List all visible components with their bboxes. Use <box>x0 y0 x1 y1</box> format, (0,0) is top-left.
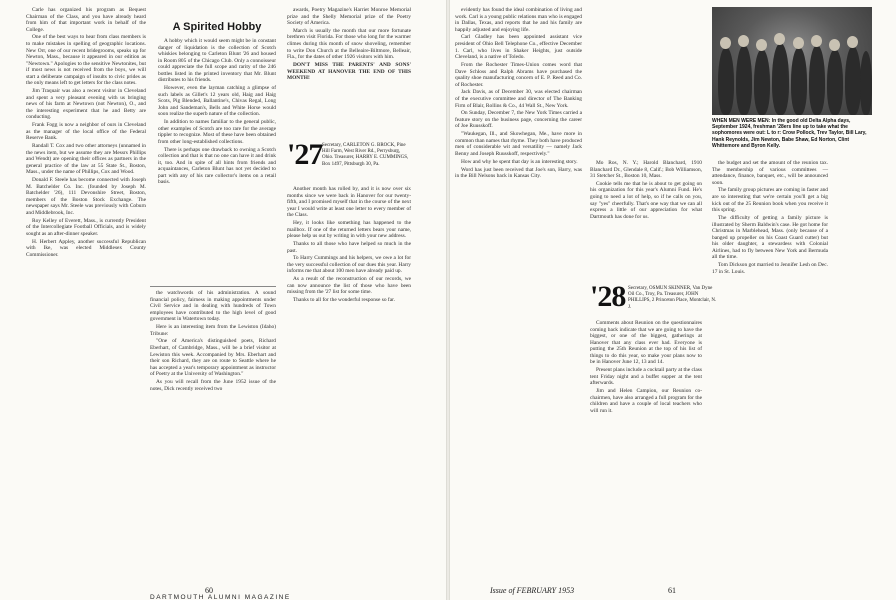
paragraph: Donald F. Steele has become connected with Joseph M. Batchelder Co. Inc. (founded by Joseph M. Batchelder '26), 111 Devonshire Street, Boston, members of the Boston Stock Exchange. The newspaper says Mr. Steele was previously with Coburn and Middlebrook, Inc. <box>26 177 146 216</box>
paragraph: Frank Fogg is now a neighbor of ours in Cleveland as the manager of the local office of the Federal Reserve Bank. <box>26 122 146 142</box>
magazine-name: DARTMOUTH ALUMNI MAGAZINE <box>150 594 291 601</box>
paragraph: Jim Traquair was also a recent visitor in Cleveland and spent a very pleasant evening with us bringing news of his farm at Newtown (not Newton), O., and the interesting experiment that he and Betty are conducting. <box>26 88 146 121</box>
paragraph: March is usually the month that our more fortunate brethren visit Florida. For those who long for the warmer climes during this month of snow shoveling, remember to write Don Church at the Belleaire-Biltmore, Belleair, Fla., for the dates of other 1926 visitors with him. <box>287 27 411 61</box>
left-column-1 <box>26 7 146 260</box>
paragraph: Cookie tells me that he is about to get going on his organization for this year's Alumni Fund. He's going to need a lot of help, so if he calls on you, say "yes" cheerfully. That's one way that we can all express a little of our appreciation for what Dartmouth has done for us. <box>590 180 702 220</box>
right-column-1 <box>455 7 582 181</box>
paragraph: Present plans include a cocktail party at the class tent Friday night and a buffet supper at the tent afterwards. <box>590 367 702 387</box>
paragraph: Thanks to all for the wonderful response so far. <box>293 297 395 304</box>
paragraph: Tom Dickson got married to Jennifer Lesh on Dec. 17 in St. Louis. <box>712 262 828 275</box>
paragraph: Here is an interesting item from the Lewiston (Idaho) Tribune: <box>150 324 276 337</box>
paragraph: the watchwords of his administration. A sound financial policy, fairness in making appointments under Civil Service and in dealing with hundreds of Town employees have contributed to the high level of good government in Watertown today. <box>150 290 276 323</box>
class-28-secretary: Secretary, OSMUN SKINNER, Van Dyne Oil Co., Troy, Pa. Treasurer, JOHN PHILLIPS, 2 Princeton Place, Montclair, N. J. <box>628 286 717 310</box>
paragraph: From the Rochester Times-Union comes word that Dave Schloss and Ralph Abrams have purchased the quality shoe manufacturing concern of E. P. Reed and Co. of Rochester. <box>455 61 582 88</box>
paragraph: Jim and Helen Campion, our Reunion co-chairmen, have also arranged a full program for the children and have a couple of local teachers who will run it. <box>590 388 702 414</box>
paragraph: H. Herbert Appley, another successful Republican with Ike, was elected Middlesex County Commissioner. <box>26 238 146 258</box>
article-title: A Spirited Hobby <box>172 21 262 33</box>
class-year-27: '27 <box>287 138 323 171</box>
page-number-right: 61 <box>668 586 676 595</box>
paragraph: However, even the layman catching a glimpse of such labels as Gillet's 12 years old, Haig and Haig Scots, Pig Blended, Ballantine's, Chivas Regal, Long John and Sandeman's, Bells and White Horse would soon realize the superb nature of the collection. <box>158 85 276 118</box>
left-column-3b <box>287 186 411 305</box>
paragraph: A hobby which it would seem might be in constant danger of liquidation is the collection of Scotch whiskies belonging to Carleton Blunt '26 and housed in Room 805 of the Chicago Club. Only a connoisseur could appreciate the full scope and rarity of the 246 bottles listed in the printed inventory that Mr. Blunt distributes to his friends. <box>158 38 276 84</box>
paragraph: "One of America's distinguished poets, Richard Eberhart, of Cambridge, Mass., will be a brief visitor at Lewiston this week. Accompanied by Mrs. Eberhart and their son Richard, they are on route to Seattle where he has accepted a year's temporary appointment as instructor of Poetry at the University of Washington." <box>150 338 276 378</box>
paragraph: How and why he spent that day is an interesting story. <box>461 158 578 165</box>
paragraph: To Harry Cummings and his helpers, we owe a lot for the very successful collection of our dues this year. Harry informs me that about 100 men have already paid up. <box>287 255 411 275</box>
paragraph: Carl Gladley has been appointed assistant vice president of Ohio Bell Telephone Co., effective December 1. Carl, who lives in Shaker Heights, just outside Cleveland, is a native of Toledo. <box>455 34 582 61</box>
class-27-secretary: Secretary, CARLETON G. BROCK, Pine Hill Farm, West River Rd., Perrysburg, Ohio. Treasurer, HARRY E. CUMMINGS, Box 1497, Pittsburgh 30, Pa. <box>322 143 409 167</box>
paragraph: Randall T. Cox and two other attorneys (unnamed in the news item, but we assume they are Messrs Phillips and Wendt) are opening their offices as partners in the general practice of the law at 55 State St., Boston, Mass., under the name of Phillips, Cox and Wood. <box>26 143 146 176</box>
paragraph: "Waukegan, Ill., and Skowhegan, Me., have more in common than names that rhyme. They both have produced men of considerable wit and versatility — namely Jack Benny and Joseph Ruusskoff, respectively." <box>455 131 582 157</box>
photo-caption: WHEN MEN WERE MEN: In the good old Delta Alpha days, September 1924, freshman '28ers line up to take what the sophomores were out: L to r: Crow Pollock, Trev Taylor, Bill Lary, Hank Reynolds, Jim Newton, Babe Shaw, Ed Norton, Clint Whittemore and Byron Kelly. <box>712 118 867 149</box>
left-column-3 <box>287 7 411 83</box>
right-column-3 <box>712 160 828 276</box>
paragraph: evidently has found the ideal combination of living and work. Carl is a young public relations man who is engaged in Dallas, Texas, and reports that he and his family are happily adjusted and enjoying life. <box>455 7 582 33</box>
paragraph: One of the best ways to hear from class members is to make mistakes in spelling of geographic locations. New Orr, one of our recent bridegrooms, speaks up for Newton, Mass., because it appeared in our edition as "Newtown." Apologies to the sensitive Newtonites, but if most news is not received from the boys, we will start a deliberate campaign of insults to civic prides as the only means left to get letters for the class notes. <box>26 34 146 87</box>
paragraph: Roy Kelley of Everett, Mass., is currently President of the Intercollegiate Football Officials, and is widely sought as an after-dinner speaker. <box>26 217 146 237</box>
page-gutter <box>446 0 450 600</box>
page-number-left: 60 <box>205 586 213 595</box>
paragraph: Carle has organized his program as Bequest Chairman of the Class, and you have already heard from him of that important work in behalf of the College. <box>26 7 146 33</box>
paragraph: Another month has rolled by, and it is now over six months since we were back in Hanover for our twenty-fifth, and I promised myself that in the course of the next year I would write at least one letter to every member of the Class. <box>287 186 411 219</box>
class-photo <box>712 7 872 115</box>
paragraph: Jack Davis, as of December 30, was elected chairman of the executive committee and director of The Banking Firm of Blair, Rollins & Co., 44 Wall St., New York. <box>455 89 582 109</box>
paragraph: DON'T MISS THE PARENTS' AND SONS' WEEKEND AT HANOVER THE END OF THIS MONTH! <box>287 61 411 82</box>
paragraph: Thanks to all those who have helped so much in the past. <box>287 240 411 254</box>
right-column-2 <box>590 160 702 222</box>
paragraph: As you will recall from the June 1952 issue of the notes, Dick recently received two <box>150 379 276 392</box>
class-year-28: '28 <box>590 280 626 313</box>
paragraph: There is perhaps one drawback to owning a Scotch collection and that is that no one can have it and drink it, too. And in spite of all hints from friends and acquaintances, Carleton Blunt has not yet decided to part with any of his rare collector's items on a retail basis. <box>158 146 276 186</box>
paragraph: The difficulty of getting a family picture is illustrated by Sherm Baldwin's case. He got home for Christmas in Marblehead, Mass. (only because of a banged up propeller on his Coast Guard cutter) but his older daughter, a stewardess with Colonial Airlines, had to fly between New York and Bermuda all the time. <box>712 214 828 261</box>
paragraph: As a result of the reconstruction of our records, we can now announce the list of those who have been missing from the '27 list for some time. <box>287 276 411 296</box>
issue-label: Issue of FEBRUARY 1953 <box>490 586 575 595</box>
paragraph: In addition to names familiar to the general public, other examples of Scotch are too rare for the average tippler to recognize. Most of these have been obtained from other long-established collections. <box>158 119 276 145</box>
left-column-2 <box>158 38 276 187</box>
divider <box>150 286 276 287</box>
paragraph: Mo Ros, N. Y.; Harold Blanchard, 1910 Blanchard Dr., Glendale 8, Calif.; Bob Williamson, 31 Stetcher St., Boston 10, Mass. <box>590 160 702 180</box>
paragraph: Word has just been received that Joe's son, Harry, was in the Bill Nelsons back in Kansas City. <box>455 166 582 180</box>
paragraph: the budget and set the amount of the reunion tax. The membership of various committees — attendance, finance, banquet, etc., will be announced soon. <box>712 160 828 186</box>
paragraph: On Sunday, December 7, the New York Times carried a feature story on the business page, concerning the career of Joe Ruusskoff. <box>455 110 582 130</box>
paragraph: Comments about Reunion on the questionnaires coming back indicate that we are going to have the biggest, or one of the biggest, gatherings at Hanover that any class ever had. Everyone is putting the 25th Reunion at the top of his list of things to do this year, so make your plans now to be in Hanover June 12, 13 and 14. <box>590 320 702 366</box>
paragraph: Hey, it looks like something has happened to the mailbox. If one of the returned letters bears your name, please help us out by writing in with your new address. <box>287 220 411 240</box>
left-column-2b <box>150 290 276 393</box>
paragraph: The family group pictures are coming in faster and are so interesting that we're certain you'll get a big kick out of the 25 Reunion book when you receive it this spring. <box>712 187 828 214</box>
right-column-2b <box>590 320 702 416</box>
paragraph: awards, Poetry Magazine's Harriet Monroe Memorial prize and the Shelly Memorial prize of the Poetry Society of America. <box>287 7 411 27</box>
